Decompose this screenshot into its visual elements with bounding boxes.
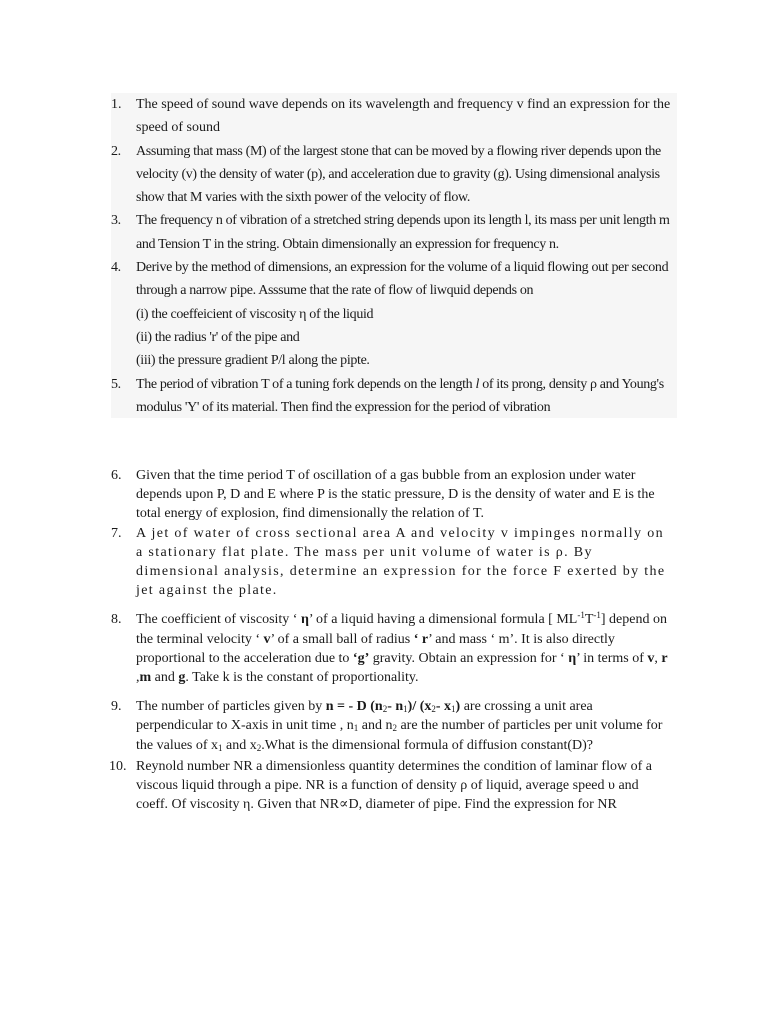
sub-item-pressure-gradient: (iii) the pressure gradient P/l along the pipte. xyxy=(136,353,370,369)
question-text: Given that the time period T of oscillation of a gas bubble from an explosion under water depends upon P, D and E where P is the static pressure, D is the density of water and E is the total energy of explosion, find dimensionally the relation of T. xyxy=(136,468,655,522)
sub-item-viscosity: (i) the coeffeicient of viscosity η of the liquid xyxy=(136,306,374,322)
question-list-2 xyxy=(111,466,671,814)
question-2 xyxy=(111,140,677,210)
question-number: 9. xyxy=(111,699,122,715)
question-7 xyxy=(111,524,671,601)
question-text: The speed of sound wave depends on its wavelength and frequency v find an expression for the speed of sound xyxy=(136,97,671,136)
question-block-1 xyxy=(111,93,677,418)
question-text: The number of particles given by n = - D ($n_2-$ $n_1)/$ ($x_2-$ $x_1$) are crossing a unit area perpendicular to X-axis in unit time , $n_1$ and $n_2$ are the number of particles per unit volume for the values of $x_1$ and $x_2.What$ is the dimensional formula of diffusion constant(D)? xyxy=(136,699,663,753)
question-block-2 xyxy=(111,466,671,814)
question-number: 8. xyxy=(111,612,122,628)
question-3 xyxy=(111,209,677,256)
question-9 xyxy=(111,697,671,755)
sub-item-radius: (ii) the radius 'r' of the pipe and xyxy=(136,329,300,345)
question-text: The frequency n of vibration of a stretched string depends upon its length l, its mass per unit length m and Tension T in the string. Obtain dimensionally an expression for frequency n. xyxy=(136,213,670,252)
question-text: The period of vibration T of a tuning fork depends on the length l of its prong, density ρ and Young's modulus 'Y' of its material. Then find the expression for the period of vibration xyxy=(136,376,664,415)
question-number: 3. xyxy=(111,213,121,229)
question-text: Reynold number NR a dimensionless quantity determines the condition of laminar flow of a viscous liquid through a pipe. NR is a function of density ρ of liquid, average speed υ and coeff. Of viscosity η. Given that NR∝D, diameter of pipe. Find the expression for NR xyxy=(136,758,652,813)
question-number: 1. xyxy=(111,97,122,112)
question-6 xyxy=(111,466,671,524)
question-list-1 xyxy=(111,93,677,419)
question-1 xyxy=(111,93,677,140)
question-10 xyxy=(111,757,671,815)
question-number: 5. xyxy=(111,376,121,392)
question-text: The coefficient of viscosity ‘ η’ of a liquid having a dimensional formula [ $ML^{-1}T^{-1}$] depend on the terminal velocity ‘ v’ of a small ball of radius ‘ r’ and mass ‘ m’. It is also directly proportional to the acceleration due to ‘g’ gravity. Obtain an expression for ‘ η’ in terms of v, r ,m and g. Take k is the constant of proportionality. xyxy=(136,610,668,686)
question-4 xyxy=(111,256,677,372)
question-text: Derive by the method of dimensions, an expression for the volume of a liquid flowing out per second through a narrow pipe. Asssume that the rate of flow of liwquid depends on xyxy=(136,260,669,299)
question-text: Assuming that mass (M) of the largest stone that can be moved by a flowing river depends upon the velocity (v) the density of water (p), and acceleration due to gravity (g). Using dimensional analysis show that M varies with the sixth power of the velocity of flow. xyxy=(136,143,661,206)
question-8 xyxy=(111,610,671,687)
question-number: 7. xyxy=(111,525,122,541)
question-text: A jet of water of cross sectional area A and velocity v impinges normally on a stationary flat plate. The mass per unit volume of water is ρ. By dimensional analysis, determine an expression for the force F exerted by the jet against the plate. xyxy=(136,525,666,599)
question-number: 2. xyxy=(111,143,121,159)
question-number: 4. xyxy=(111,260,121,276)
question-number: 6. xyxy=(111,468,122,483)
question-number: 10. xyxy=(109,758,127,774)
question-5 xyxy=(111,373,677,420)
